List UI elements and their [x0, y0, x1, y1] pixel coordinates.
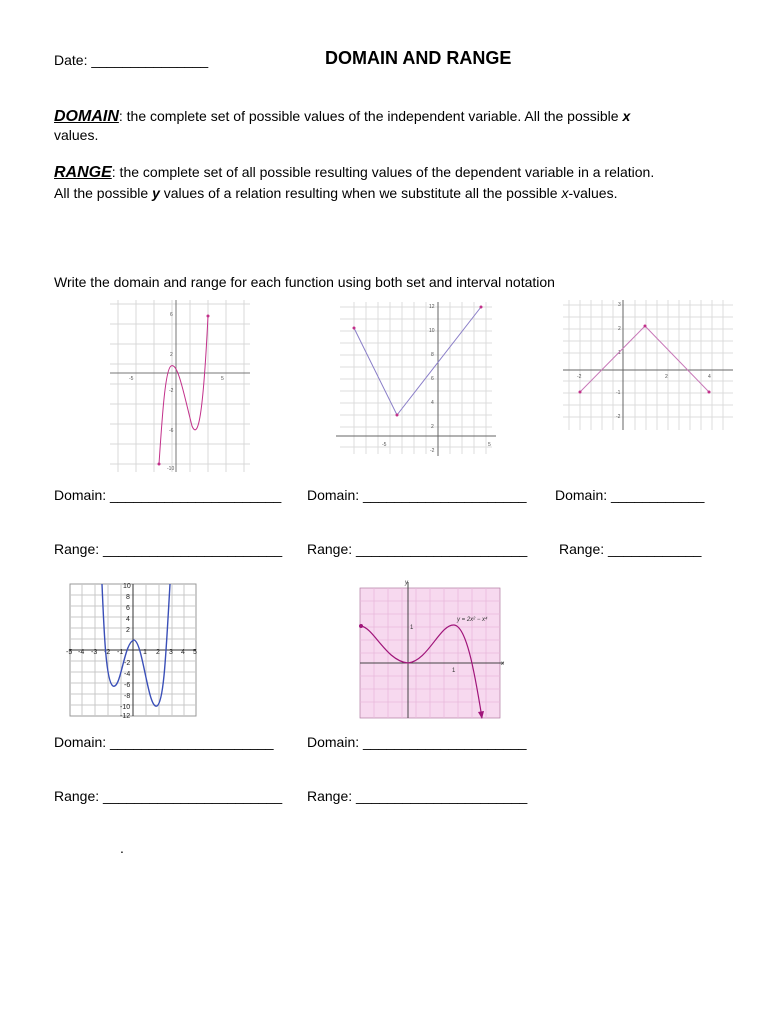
graph-2-ytick: 6	[431, 376, 434, 382]
graph-3-ytick: 3	[618, 302, 621, 308]
graph-4-ytick: -4	[124, 671, 131, 678]
graph-3-ytick: 2	[618, 326, 621, 332]
graph-3-xtick: 2	[665, 374, 668, 380]
date-field: Date: _______________	[54, 52, 209, 68]
graph-5-endpoint	[359, 624, 363, 628]
graph-4-ytick: 8	[126, 594, 130, 601]
graph-2-ytick: 4	[431, 400, 434, 406]
graph-1-ytick: -2	[169, 388, 174, 394]
graph-2-xtick: 5	[488, 442, 491, 448]
domain-blank-3[interactable]: Domain: ____________	[555, 487, 705, 503]
graph-3-xtick: 4	[708, 374, 711, 380]
graph-4-xtick: 5	[193, 649, 197, 656]
graph-4-ytick: 4	[126, 616, 130, 623]
graph-4-xtick: -5	[66, 649, 73, 656]
graph-1-axes	[110, 300, 250, 472]
domain-definition	[54, 108, 734, 125]
graph-2-ytick: 2	[431, 424, 434, 430]
graph-2-endpoint	[480, 306, 483, 309]
stray-mark: .	[120, 840, 124, 856]
graph-3-ytick: -1	[616, 390, 621, 396]
graph-4-xtick: -2	[104, 649, 111, 656]
graph-1-grid	[110, 300, 250, 472]
graph-2-ytick: -2	[430, 448, 435, 454]
graph-1-endpoint	[207, 315, 210, 318]
graph-3-axes	[563, 300, 733, 430]
graph-2-ytick: 10	[429, 328, 435, 334]
graph-4-ytick: -6	[124, 682, 131, 689]
page-title: DOMAIN AND RANGE	[325, 48, 512, 68]
graph-1-ytick: 6	[170, 312, 173, 318]
graph-3-ytick: -2	[616, 414, 621, 420]
range-blank-3[interactable]: Range: ____________	[559, 541, 702, 557]
domain-blank-1[interactable]: Domain: ______________________	[54, 487, 282, 503]
graph-4-xtick: -3	[91, 649, 98, 656]
graph-3-grid	[563, 300, 733, 430]
range-definition	[54, 164, 654, 181]
graph-1	[110, 300, 250, 472]
graph-4-xtick: -4	[78, 649, 85, 656]
graph-2-vertex	[396, 414, 399, 417]
graph-4-xtick: 3	[169, 649, 173, 656]
graph-4-ytick: 2	[126, 627, 130, 634]
domain-var-x: x	[622, 108, 631, 124]
domain-term: DOMAIN	[54, 108, 119, 125]
graph-5-x-axis-label: x	[501, 661, 504, 667]
graph-1-curve	[159, 316, 208, 464]
domain-text-a: : the complete set of possible values of the independent variable. All the possible	[118, 108, 623, 124]
range-text-b2: values of a relation resulting when we substitute all the possible	[159, 185, 562, 201]
graph-4	[66, 582, 200, 718]
range-text-b1: All the possible	[54, 185, 153, 201]
graph-4-ytick: -2	[124, 660, 131, 667]
range-var-y: y	[152, 185, 160, 201]
graph-4-xtick: -1	[117, 649, 124, 656]
graph-4-xtick: 1	[143, 649, 147, 656]
domain-blank-4[interactable]: Domain: _____________________	[54, 734, 274, 750]
graph-5-y-tick: 1	[410, 625, 414, 631]
instructions: Write the domain and range for each function using both set and interval notation	[54, 274, 555, 290]
graph-2-xtick: -5	[382, 442, 387, 448]
graph-2-grid	[340, 302, 492, 454]
graph-4-ytick: 6	[126, 605, 130, 612]
graph-4-ytick: 10	[123, 583, 131, 590]
range-blank-2[interactable]: Range: ______________________	[307, 541, 528, 557]
range-text-b3: -values.	[568, 185, 618, 201]
graph-1-ytick: -10	[167, 466, 175, 472]
graph-3-ytick: 1	[618, 350, 621, 356]
graph-4-ytick: -8	[124, 693, 131, 700]
graph-3-endpoint	[708, 391, 711, 394]
domain-blank-5[interactable]: Domain: _____________________	[307, 734, 527, 750]
graph-5	[356, 578, 506, 720]
graph-5-y-axis-label: y	[405, 580, 408, 586]
graph-2-ytick: 8	[431, 352, 434, 358]
graph-1-xtick: -5	[129, 376, 134, 382]
graph-4-xtick: 4	[181, 649, 185, 656]
graph-5-x-tick: 1	[452, 668, 456, 674]
range-var-x: x	[561, 185, 569, 201]
graph-4-ytick: -10	[120, 704, 131, 711]
graph-1-ytick: 2	[170, 352, 173, 358]
graph-1-xtick: 5	[221, 376, 224, 382]
graph-2-endpoint	[353, 327, 356, 330]
graph-4-ytick: -12	[120, 713, 131, 718]
domain-blank-2[interactable]: Domain: _____________________	[307, 487, 527, 503]
graph-2-ytick: 12	[429, 304, 435, 310]
graph-1-ytick: -6	[169, 428, 174, 434]
range-definition-line2	[54, 185, 617, 202]
graph-4-xtick: 2	[156, 649, 160, 656]
range-blank-4[interactable]: Range: _______________________	[54, 788, 283, 804]
graph-5-equation: y = 2x² − x⁴	[457, 617, 488, 623]
graph-2	[336, 302, 496, 456]
graph-3-endpoint	[579, 391, 582, 394]
range-term: RANGE	[54, 164, 112, 181]
graph-3-xtick: -2	[577, 374, 582, 380]
graph-1-endpoint	[158, 463, 161, 466]
range-blank-1[interactable]: Range: _______________________	[54, 541, 283, 557]
graph-3-vertex	[644, 325, 647, 328]
range-text-a: : the complete set of all possible resulting values of the dependent variable in a relation.	[111, 164, 655, 180]
graph-3	[563, 300, 733, 430]
range-blank-5[interactable]: Range: ______________________	[307, 788, 528, 804]
domain-text-b: values.	[54, 127, 99, 143]
